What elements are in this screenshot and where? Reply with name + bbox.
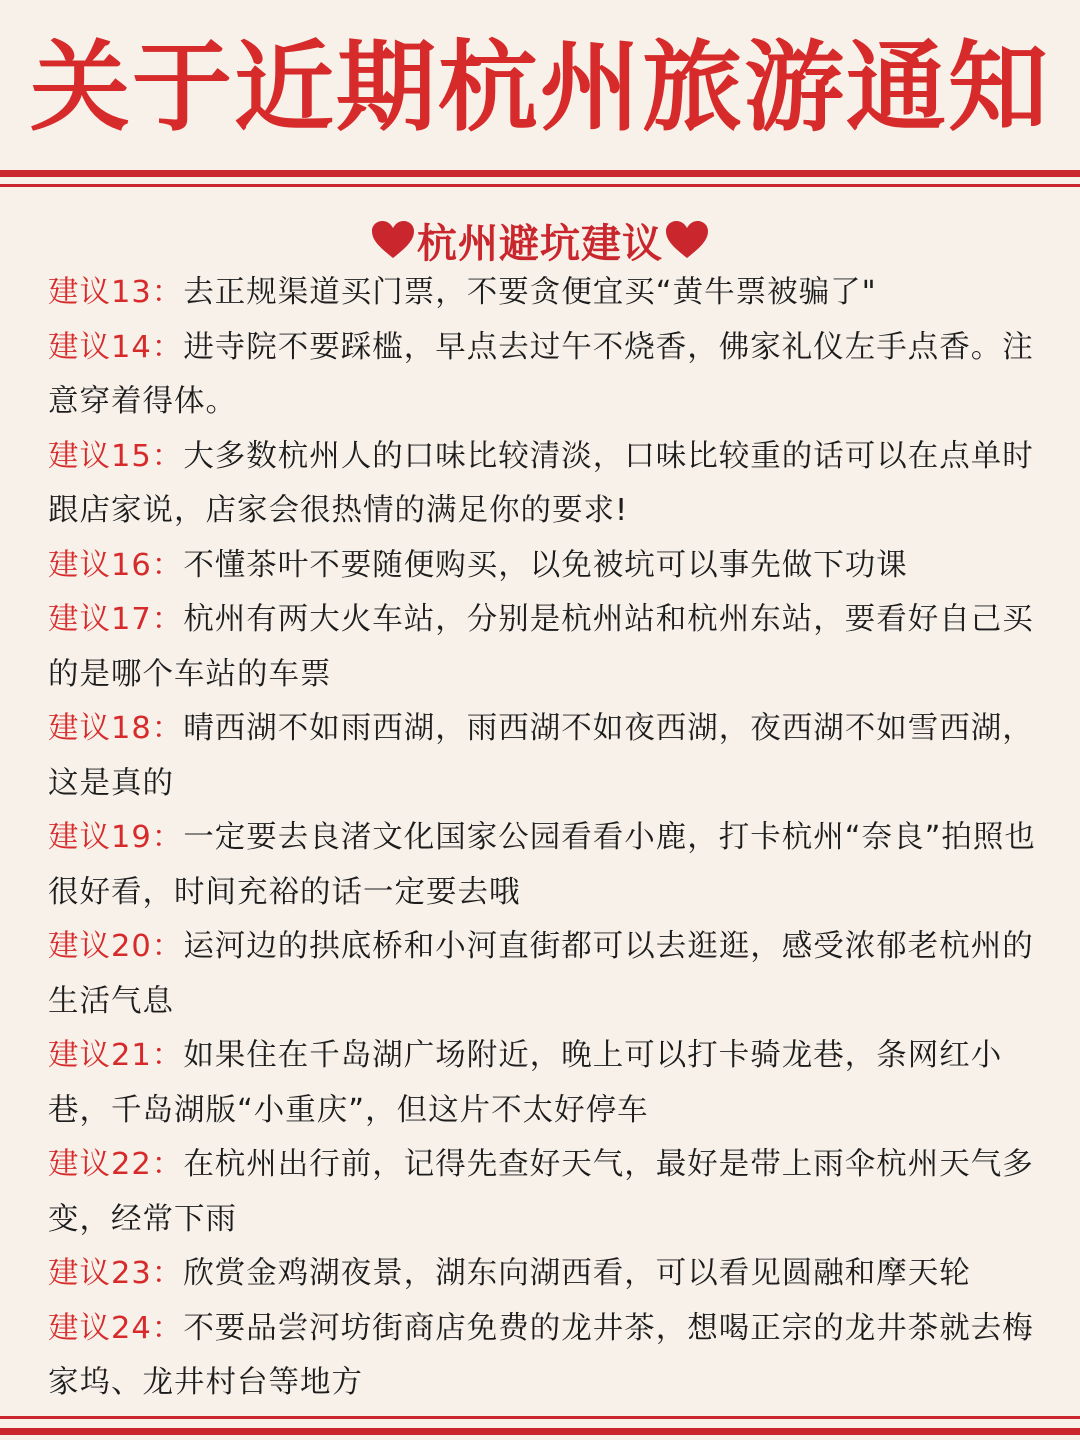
list-item xyxy=(48,266,1043,321)
item-text: 欣赏金鸡湖夜景，湖东向湖西看，可以看见圆融和摩天轮 xyxy=(183,1256,971,1291)
top-divider-thick-line xyxy=(0,170,1080,177)
list-item xyxy=(48,593,1043,702)
list-item xyxy=(48,1247,1043,1302)
item-label: 建议16： xyxy=(48,547,184,583)
list-item xyxy=(48,1138,1043,1247)
item-text: 大多数杭州人的口味比较清淡，口味比较重的话可以在点单时跟店家说，店家会很热情的满足你的要求! xyxy=(48,438,1034,528)
item-text: 去正规渠道买门票，不要贪便宜买“黄牛票被骗了" xyxy=(183,275,877,310)
list-item xyxy=(48,702,1043,811)
top-divider-thin-line xyxy=(0,184,1080,187)
item-text: 如果住在千岛湖广场附近，晚上可以打卡骑龙巷，条网红小巷，千岛湖版“小重庆”，但这片不太好停车 xyxy=(48,1038,1003,1128)
page-title: 关于近期杭州旅游通知 xyxy=(29,31,1051,145)
item-text: 一定要去良渚文化国家公园看看小鹿，打卡杭州“奈良”拍照也很好看，时间充裕的话一定要去哦 xyxy=(48,820,1036,910)
suggestion-list xyxy=(48,266,1043,1411)
item-label: 建议15： xyxy=(48,438,184,474)
list-item xyxy=(48,811,1043,920)
item-label: 建议14： xyxy=(48,329,184,365)
list-item xyxy=(48,539,1043,594)
list-item xyxy=(48,1302,1043,1411)
item-label: 建议17： xyxy=(48,602,184,637)
item-text: 不要品尝河坊街商店免费的龙井茶，想喝正宗的龙井茶就去梅家坞、龙井村台等地方 xyxy=(48,1310,1034,1400)
top-divider xyxy=(0,170,1080,194)
list-item xyxy=(48,321,1043,430)
item-label: 建议13： xyxy=(48,275,184,310)
item-text: 运河边的拱底桥和小河直街都可以去逛逛，感受浓郁老杭州的生活气息 xyxy=(48,929,1034,1019)
item-label: 建议18： xyxy=(48,711,184,746)
item-text: 杭州有两大火车站，分别是杭州站和杭州东站，要看好自己买的是哪个车站的车票 xyxy=(48,602,1034,692)
subtitle-row xyxy=(0,212,1080,268)
list-item xyxy=(48,430,1043,539)
item-label: 建议20： xyxy=(48,929,184,964)
item-label: 建议23： xyxy=(48,1256,184,1291)
title-banner xyxy=(0,0,1080,170)
subtitle: 杭州避坑建议 xyxy=(417,220,663,267)
bottom-divider xyxy=(0,1416,1080,1440)
item-label: 建议21： xyxy=(48,1038,184,1073)
item-label: 建议24： xyxy=(48,1310,184,1346)
heart-icon xyxy=(371,220,415,260)
heart-icon xyxy=(665,220,709,260)
item-label: 建议19： xyxy=(48,820,184,855)
item-text: 不懂茶叶不要随便购买，以免被坑可以事先做下功课 xyxy=(183,547,908,583)
list-item xyxy=(48,1029,1043,1138)
item-label: 建议22： xyxy=(48,1147,184,1182)
bottom-divider-thick-line xyxy=(0,1428,1080,1435)
list-item xyxy=(48,920,1043,1029)
bottom-divider-thin-line xyxy=(0,1416,1080,1419)
item-text: 晴西湖不如雨西湖，雨西湖不如夜西湖，夜西湖不如雪西湖，这是真的 xyxy=(48,711,1034,801)
item-text: 在杭州出行前，记得先查好天气，最好是带上雨伞杭州天气多变，经常下雨 xyxy=(48,1147,1034,1237)
item-text: 进寺院不要踩槛，早点去过午不烧香，佛家礼仪左手点香。注意穿着得体。 xyxy=(48,329,1034,419)
